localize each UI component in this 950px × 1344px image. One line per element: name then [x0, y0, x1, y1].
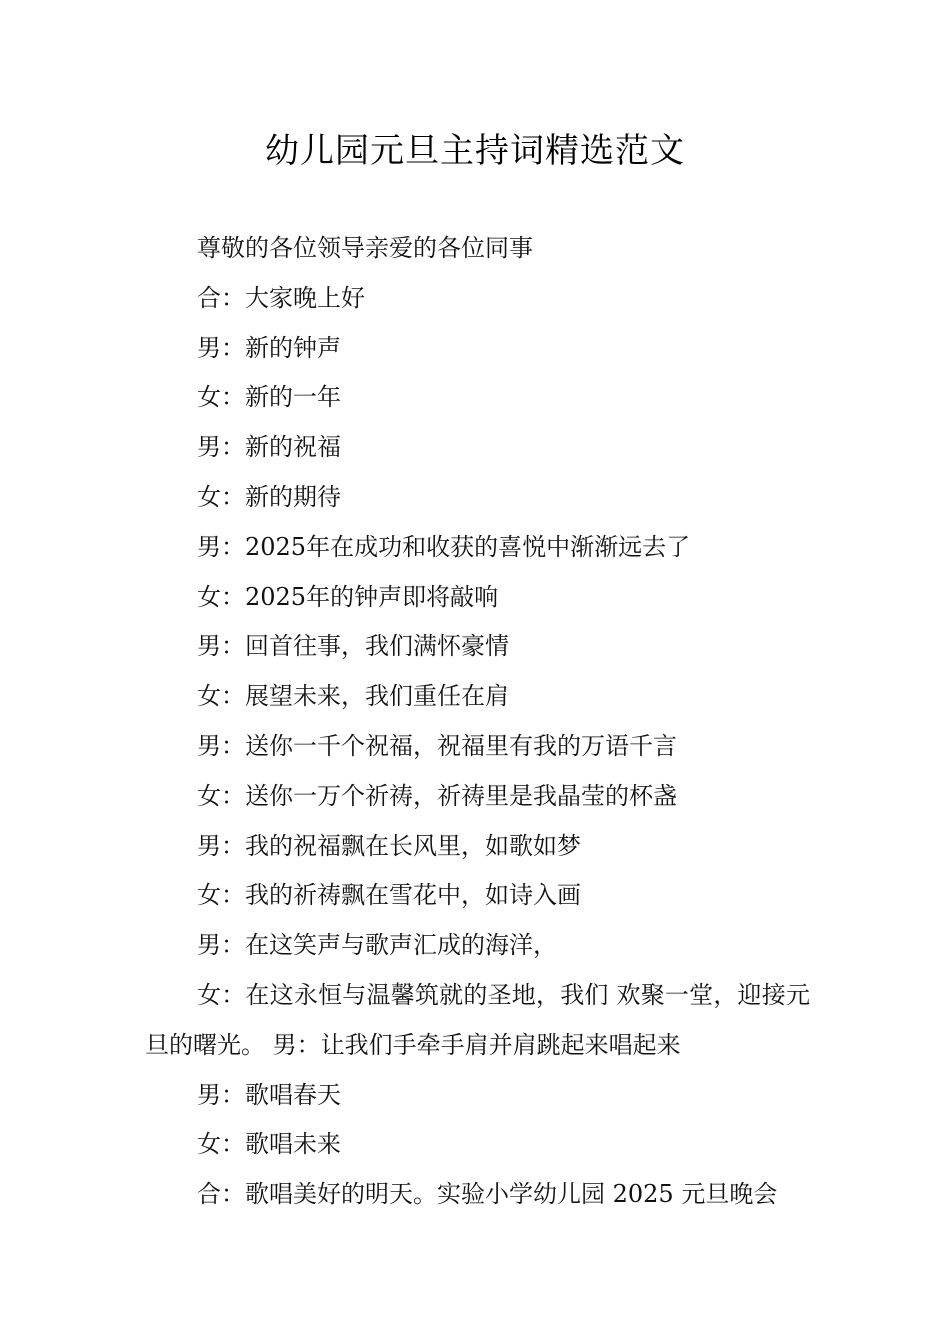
paragraph: 女：展望未来，我们重任在肩 — [197, 682, 509, 711]
paragraph: 男：新的钟声 — [197, 333, 341, 362]
paragraph: 尊敬的各位领导亲爱的各位同事 — [197, 234, 533, 262]
document-title: 幼儿园元旦主持词精选范文 — [265, 131, 685, 171]
document-body — [145, 224, 810, 1220]
paragraph: 女：我的祈祷飘在雪花中，如诗入画 — [197, 881, 581, 910]
paragraph: 女：歌唱未来 — [197, 1130, 341, 1159]
paragraph: 男：回首往事，我们满怀豪情 — [197, 632, 509, 661]
paragraph: 合：大家晚上好 — [197, 283, 365, 312]
paragraph: 男：2025年在成功和收获的喜悦中渐渐远去了 — [197, 532, 691, 561]
paragraph: 男：新的祝福 — [197, 433, 341, 462]
paragraph: 女：2025年的钟声即将敲响 — [197, 582, 499, 611]
paragraph: 合：歌唱美好的明天。实验小学幼儿园 2025 元旦晚会 — [197, 1180, 778, 1209]
paragraph: 男：我的祝福飘在长风里，如歌如梦 — [197, 831, 581, 860]
paragraph: 男：在这笑声与歌声汇成的海洋， — [197, 931, 557, 960]
paragraph: 女：新的一年 — [197, 383, 341, 412]
paragraph: 女：在这永恒与温馨筑就的圣地，我们 欢聚一堂，迎接元旦的曙光。 男：让我们手牵手肩并肩跳起来唱起来 — [145, 980, 810, 1059]
paragraph: 男：送你一千个祝福，祝福里有我的万语千言 — [197, 731, 677, 760]
paragraph: 女：新的期待 — [197, 482, 341, 511]
paragraph: 女：送你一万个祈祷，祈祷里是我晶莹的杯盏 — [197, 781, 677, 810]
paragraph: 男：歌唱春天 — [197, 1080, 341, 1109]
